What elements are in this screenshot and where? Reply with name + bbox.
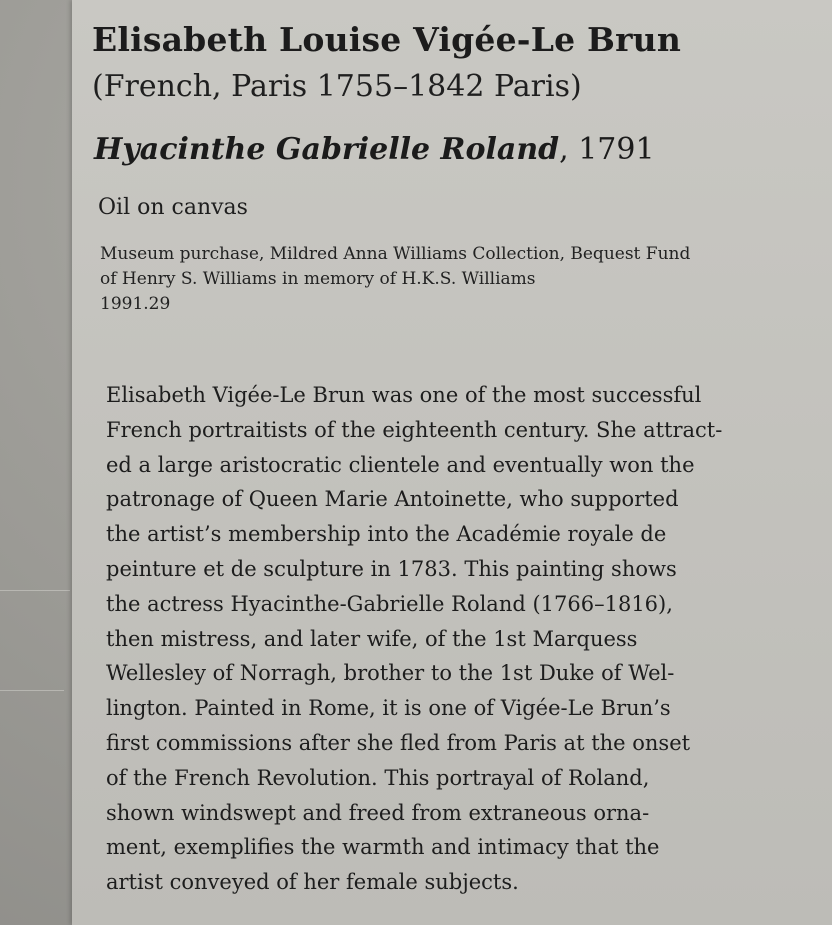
description-line: Elisabeth Vigée-Le Brun was one of the most successful [106,383,702,407]
description-line: the actress Hyacinthe-Gabrielle Roland (1766–1816), [106,591,673,616]
artwork-title: Hyacinthe Gabrielle Roland [94,132,560,167]
description-line: ed a large aristocratic clientele and eventually won the [106,452,695,477]
artist-nationality-dates: (French, Paris 1755–1842 Paris) [92,69,582,104]
description-line: ment, exemplifies the warmth and intimacy that the [106,835,660,860]
description-line: lington. Painted in Rome, it is one of Vigée-Le Brun’s [106,696,671,721]
wall-texture-line [0,590,70,591]
credit-line [100,242,800,317]
artwork-medium: Oil on canvas [98,195,248,220]
wall-texture-line [0,690,64,691]
museum-label-card [72,0,832,925]
description-line: then mistress, and later wife, of the 1st Marquess [106,626,638,651]
artwork-title-line [94,132,655,167]
description-line: patronage of Queen Marie Antoinette, who supported [106,487,679,512]
description-line: the artist’s membership into the Académie royale de [106,522,667,547]
credit-line-text: of Henry S. Williams in memory of H.K.S. Williams [100,269,536,289]
description-line: shown windswept and freed from extraneous orna- [106,800,650,825]
artwork-title-separator: , [559,132,569,167]
description-line: of the French Revolution. This portrayal of Roland, [106,765,650,790]
credit-line-text: Museum purchase, Mildred Anna Williams Collection, Bequest Fund [100,244,691,264]
description-line: artist conveyed of her female subjects. [106,870,519,895]
description-line: first commissions after she fled from Paris at the onset [106,730,691,755]
description-line: French portraitists of the eighteenth century. She attract- [106,417,723,442]
artist-name: Elisabeth Louise Vigée-Le Brun [92,20,682,59]
artwork-year: 1791 [578,132,655,167]
description-paragraph [106,378,786,900]
description-line: peinture et de sculpture in 1783. This painting shows [106,556,677,581]
description-line: Wellesley of Norragh, brother to the 1st Duke of Wel- [106,661,675,686]
accession-number: 1991.29 [100,294,171,314]
